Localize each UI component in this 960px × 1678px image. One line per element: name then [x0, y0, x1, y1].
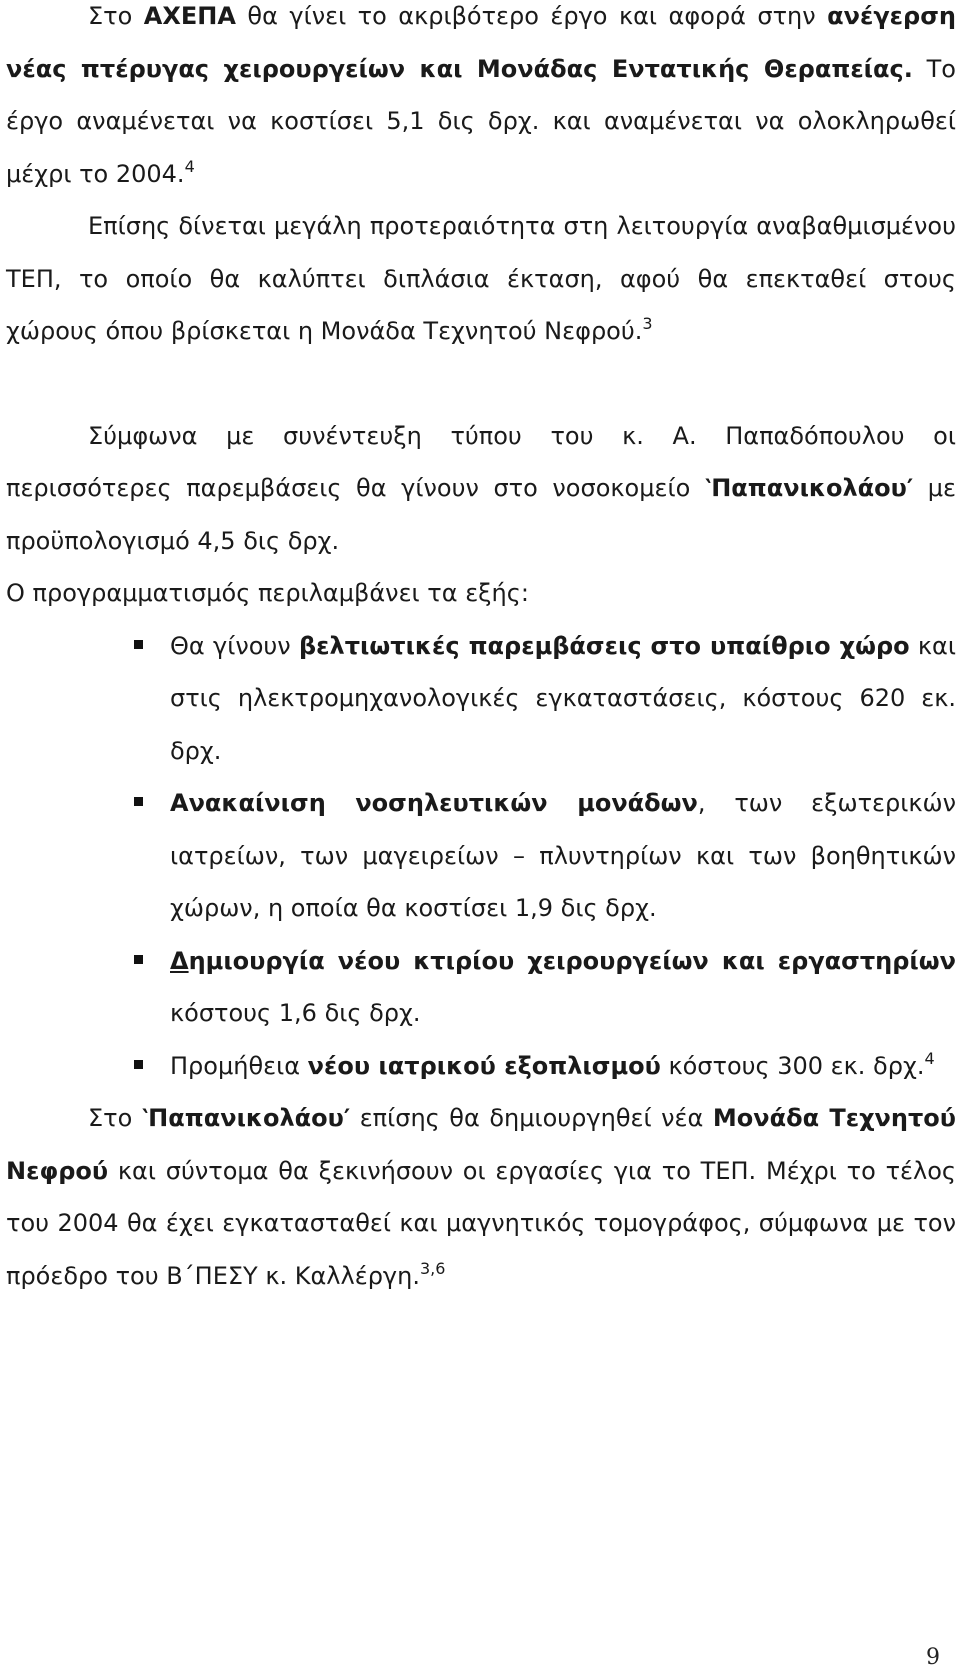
bold-text: βελτιωτικές παρεμβάσεις στο υπαίθριο χώρο: [299, 631, 910, 660]
footnote-ref: 3: [642, 314, 653, 333]
footnote-ref: 3,6: [419, 1258, 446, 1278]
bullet-list: [6, 620, 956, 1093]
text-run: και στις ηλεκτρομηχανολογικές εγκαταστάσεις, κόστους 620 εκ. δρχ.: [170, 631, 956, 765]
text-run: Ο προγραμματισμός περιλαμβάνει τα εξής:: [6, 579, 529, 607]
square-bullet-icon: [134, 955, 143, 964]
bold-text-papanikolaou: ‵Παπανικολάου′: [704, 474, 914, 502]
bold-text-papanikolaou: ‵Παπανικολάου′: [141, 1104, 351, 1132]
square-bullet-icon: [134, 640, 143, 649]
text-run: επίσης θα δημιουργηθεί νέα: [350, 1104, 713, 1132]
text-run: κόστους 300 εκ. δρχ.: [660, 1051, 925, 1080]
bold-text: Ανακαίνιση νοσηλευτικών μονάδων: [170, 789, 698, 817]
list-item: [6, 620, 956, 778]
page-number: 9: [926, 1645, 940, 1670]
text-run: θα γίνει το ακριβότερο έργο και αφορά στην: [235, 2, 828, 30]
paragraph-gap: [6, 358, 956, 410]
text-run: με προϋπολογισμό 4,5 δις δρχ.: [6, 474, 957, 555]
bold-text-unit: Μονάδα Τεχνητού Νεφρού: [6, 1104, 956, 1185]
text-run: Προμήθεια: [170, 1051, 308, 1080]
text-run: και σύντομα θα ξεκινήσουν οι εργασίες για το ΤΕΠ. Μέχρι το τέλος του 2004 θα έχει εγκατασταθεί και μαγνητικός τομογράφος, σύμφωνα με τον πρόεδρο του Β΄ΠΕΣΥ κ. Καλλέργη.: [6, 1156, 956, 1290]
paragraph-programme: [6, 567, 956, 620]
square-bullet-icon: [134, 797, 143, 806]
list-item: [6, 935, 956, 1040]
bold-text: ημιουργία νέου κτιρίου χειρουργείων και εργαστηρίων: [188, 946, 956, 975]
bold-text-axepa: ΑΧΕΠΑ: [143, 2, 236, 30]
footnote-ref: 4: [184, 156, 195, 176]
paragraph-nephrology: [6, 1092, 956, 1302]
text-run: Επίσης δίνεται μεγάλη προτεραιότητα στη λειτουργία αναβαθμισμένου ΤΕΠ, το οποίο θα καλύπτει διπλάσια έκταση, αφού θα επεκταθεί στους χώρους όπου βρίσκεται η Μονάδα Τεχνητού Νεφρού.: [6, 212, 956, 345]
text-run: κόστους 1,6 δις δρχ.: [170, 999, 421, 1027]
text-run: , των εξωτερικών ιατρείων, των μαγειρείων – πλυντηρίων και των βοηθητικών χώρων, η οποία θα κοστίσει 1,9 δις δρχ.: [170, 789, 956, 922]
text-run: Το έργο αναμένεται να κοστίσει 5,1 δις δρχ. και αναμένεται να ολοκληρωθεί μέχρι το 2004.: [6, 54, 956, 188]
text-run: Σύμφωνα με συνέντευξη τύπου του κ. Α. Παπαδόπουλου οι περισσότερες παρεμβάσεις θα γίνουν στο νοσοκομείο: [6, 421, 956, 502]
paragraph-papanikolaou: [6, 410, 956, 568]
bold-text: νέου ιατρικού εξοπλισμού: [307, 1051, 661, 1080]
paragraph-tep: [6, 200, 956, 358]
paragraph-axepa: [6, 0, 956, 200]
text-run: Θα γίνουν: [170, 631, 299, 660]
document-page: [6, 0, 956, 1302]
list-item: [6, 777, 956, 935]
underlined-initial: Δ: [170, 946, 189, 975]
square-bullet-icon: [134, 1060, 143, 1069]
text-run: Στο: [88, 2, 144, 30]
footnote-ref: 4: [924, 1048, 935, 1068]
list-item: [6, 1040, 956, 1093]
text-run: Στο: [88, 1104, 142, 1132]
bold-text-wing: ανέγερση νέας πτέρυγας χειρουργείων και Μονάδας Εντατικής Θεραπείας.: [6, 2, 956, 83]
